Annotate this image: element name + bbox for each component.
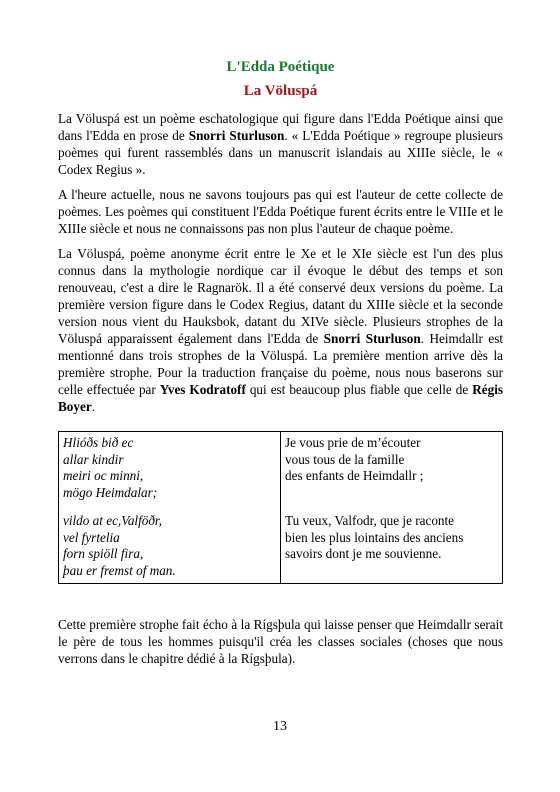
poem-line: allar kindir bbox=[63, 451, 124, 467]
poem-line: vel fyrtelia bbox=[63, 529, 120, 545]
page-content bbox=[58, 58, 503, 675]
author-name: Snorri Sturluson bbox=[323, 331, 421, 346]
translation-line: vous tous de la famille bbox=[285, 451, 405, 467]
translation-line: des enfants de Heimdallr ; bbox=[285, 468, 424, 483]
poem-line: forn spiöll fira, bbox=[63, 546, 144, 561]
translation-line: Je vous prie de m’écouter bbox=[285, 435, 421, 450]
poem-table bbox=[58, 431, 503, 584]
translation-line: Tu veux, Valfodr, que je raconte bbox=[285, 513, 455, 528]
poem-line: vildo at ec,Valföðr, bbox=[63, 513, 162, 528]
translator-name: Yves Kodratoff bbox=[159, 382, 246, 397]
paragraph-intro: La Völuspá est un poème eschatologique qui figure dans l'Edda Poétique ainsi que dans l'Edda en prose de Snorri Sturluson. « L'Edda Poétique » regroupe plusieurs poèmes qui furent rassemblés dans un manuscrit islandais au XIIIe siècle, le « Codex Regius ». bbox=[58, 111, 503, 177]
poem-line: þau er fremst of man. bbox=[63, 562, 176, 578]
section-subtitle: La Völuspá bbox=[243, 83, 318, 99]
poem-stanza bbox=[59, 432, 503, 584]
paragraph-authorship: A l'heure actuelle, nous ne savons toujours pas qui est l'auteur de cette collecte de poèmes. Les poèmes qui constituent l'Edda Poétique furent écrits entre le VIIIe et le XIIIe siècle et nous ne connaissons pas non plus l'auteur de chaque poème. bbox=[58, 187, 503, 236]
paragraph-voluspa: La Völuspá, poème anonyme écrit entre le Xe et le XIe siècle est l'un des plus connus dans la mythologie nordique car il évoque le début des temps et son renouveau, c'est a dire le Ragnarök. Il a été conservé deux versions du poème. La première version figure dans le Codex Regius, datant du XIIIe siècle et la seconde version nous vient du Hauksbok, datant du XIVe siècle. Plusieurs strophes de la Völuspá apparaissent également dans l'Edda de Snorri Sturluson. Heimdallr est mentionné dans trois strophes de la Völuspá. La première mention arrive dès la première strophe. Pour la traduction française du poème, nous nous baserons sur celle effectuée par Yves Kodratoff qui est beaucoup plus fiable que celle de Régis Boyer. bbox=[58, 246, 503, 414]
poem-translation-cell bbox=[281, 432, 503, 584]
poem-line: Hlióðs bið ec bbox=[63, 435, 134, 450]
author-name: Snorri Sturluson bbox=[188, 128, 285, 143]
section-title: L'Edda Poétique bbox=[226, 59, 335, 75]
translation-line: savoirs dont je me souvienne. bbox=[285, 546, 442, 561]
page-number: 13 bbox=[273, 719, 287, 734]
paragraph-rigsthula: Cette première strophe fait écho à la Rígsþula qui laisse penser que Heimdallr serait le père de tous les hommes puisqu'il créa les classes sociales (choses que nous verrons dans le chapitre dédié à la Rígsþula). bbox=[58, 617, 503, 666]
translator-name: Régis Boyer bbox=[58, 382, 503, 414]
translation-line: bien les plus lointains des anciens bbox=[285, 529, 464, 545]
poem-line: meiri oc minni, bbox=[63, 468, 144, 483]
poem-line: mögo Heimdalar; bbox=[63, 484, 158, 500]
poem-original-cell bbox=[59, 432, 281, 584]
